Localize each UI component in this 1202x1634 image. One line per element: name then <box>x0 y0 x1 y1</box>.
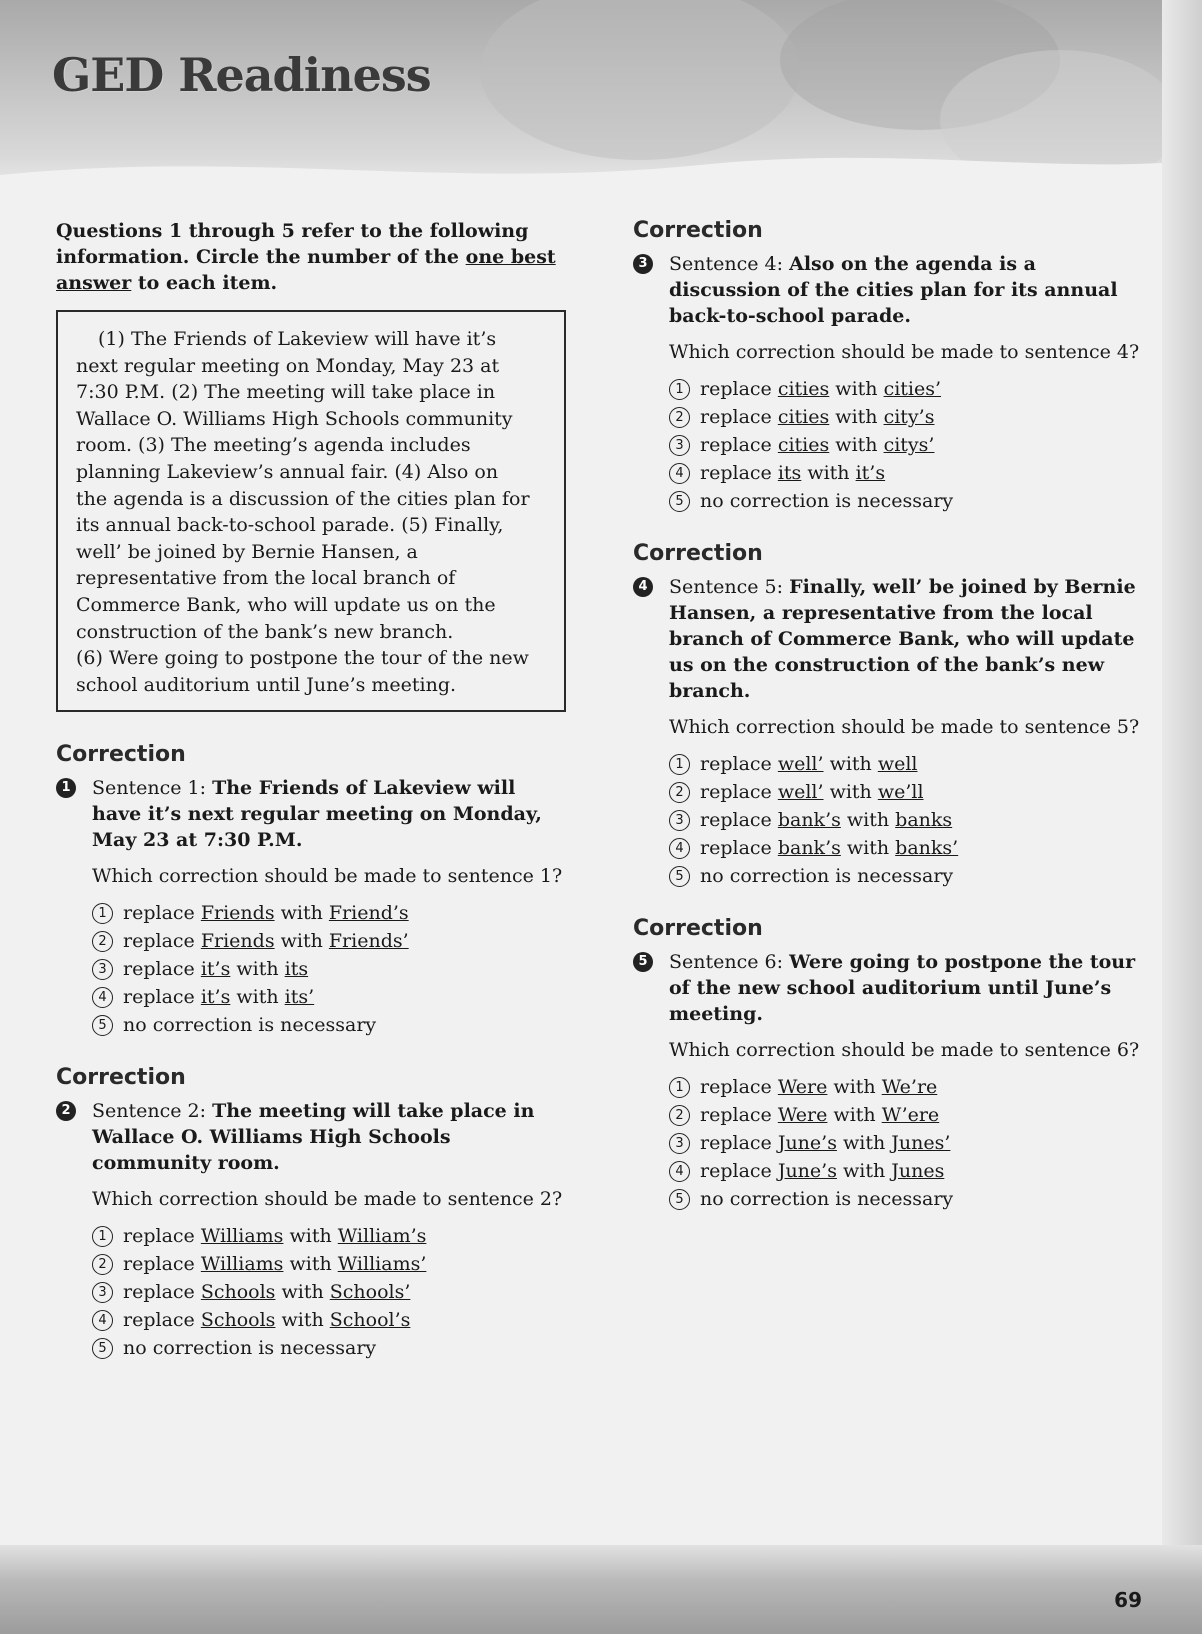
option-number[interactable]: 5 <box>669 866 690 887</box>
correction-heading: Correction <box>633 541 763 566</box>
option-original-word: Friends <box>200 902 275 925</box>
option-text: replace <box>700 434 778 456</box>
question-prompt: Which correction should be made to sentence 2? <box>92 1188 563 1211</box>
option-original-word: well’ <box>777 781 824 803</box>
sentence-text: The Friends of Lakeview will have it’s next regular meeting on Monday, May 23 at 7:30 P.M. <box>92 777 542 852</box>
question-2 <box>56 1098 566 1362</box>
answer-option[interactable] <box>669 431 1153 459</box>
header-banner <box>0 0 1202 195</box>
instructions-text: Questions 1 through 5 refer to the following information. Circle the number of the <box>56 220 529 268</box>
question-prompt: Which correction should be made to sentence 5? <box>669 716 1140 738</box>
question-prompt: Which correction should be made to sentence 1? <box>92 865 563 888</box>
question-number-badge: 2 <box>56 1101 76 1121</box>
option-original-word: cities <box>777 378 830 400</box>
answer-options <box>669 750 1153 890</box>
passage-line: its annual back-to-school parade. (5) Finally, <box>76 514 504 537</box>
option-number[interactable]: 5 <box>669 491 690 512</box>
answer-option[interactable] <box>669 375 1153 403</box>
passage-line: school auditorium until June’s meeting. <box>76 673 457 696</box>
question-sentence <box>92 775 566 853</box>
option-number[interactable]: 1 <box>92 1226 113 1247</box>
option-text: with <box>827 1076 882 1098</box>
option-replacement-word: Friend’s <box>328 902 409 925</box>
passage-line: Wallace O. Williams High Schools community <box>76 407 513 430</box>
option-number[interactable]: 4 <box>92 987 113 1008</box>
answer-option[interactable] <box>92 955 566 983</box>
option-text: no correction is necessary <box>123 1014 377 1037</box>
question-sentence <box>669 949 1153 1027</box>
option-number[interactable]: 5 <box>669 1189 690 1210</box>
option-replacement-word: Schools’ <box>329 1281 411 1304</box>
option-text: replace <box>700 837 778 859</box>
option-text: with <box>836 1160 892 1182</box>
option-original-word: Schools <box>200 1309 276 1332</box>
footer-banner <box>0 1545 1202 1634</box>
option-original-word: bank’s <box>777 809 841 831</box>
option-original-word: Williams <box>200 1253 284 1276</box>
option-original-word: its <box>777 462 802 484</box>
option-number[interactable]: 5 <box>92 1338 113 1359</box>
option-text: replace <box>123 986 201 1009</box>
option-number[interactable]: 5 <box>92 1015 113 1036</box>
option-number[interactable]: 2 <box>92 1254 113 1275</box>
option-replacement-word: we’ll <box>877 781 924 803</box>
option-original-word: it’s <box>200 958 231 981</box>
answer-option[interactable] <box>92 983 566 1011</box>
option-text: no correction is necessary <box>700 1188 954 1210</box>
option-number[interactable]: 3 <box>92 1282 113 1303</box>
question-sentence <box>669 574 1153 704</box>
correction-heading: Correction <box>56 742 186 768</box>
option-original-word: June’s <box>777 1132 837 1154</box>
passage-line: planning Lakeview’s annual fair. (4) Also on <box>76 460 499 483</box>
option-replacement-word: it’s <box>855 462 886 484</box>
answer-options <box>92 1222 566 1362</box>
passage-line: the agenda is a discussion of the cities plan for <box>76 487 530 510</box>
option-text: with <box>801 462 856 484</box>
option-text: replace <box>123 1253 201 1276</box>
option-original-word: Williams <box>200 1225 284 1248</box>
option-number[interactable]: 2 <box>92 931 113 952</box>
option-text: with <box>836 1132 892 1154</box>
option-replacement-word: well <box>877 753 918 775</box>
option-number[interactable]: 4 <box>669 1161 690 1182</box>
correction-heading: Correction <box>633 916 763 941</box>
option-text: no correction is necessary <box>700 865 954 887</box>
question-5 <box>633 949 1153 1213</box>
option-number[interactable]: 2 <box>669 1105 690 1126</box>
sentence-text: Were going to postpone the tour of the new school auditorium until June’s meeting. <box>669 951 1136 1025</box>
answer-option[interactable] <box>669 1101 1153 1129</box>
answer-option[interactable] <box>92 1011 566 1039</box>
option-text: replace <box>700 1076 778 1098</box>
left-column <box>56 218 566 1388</box>
option-number[interactable]: 1 <box>669 754 690 775</box>
right-column <box>633 218 1153 1239</box>
option-replacement-word: cities’ <box>883 378 942 400</box>
option-replacement-word: banks’ <box>895 837 959 859</box>
passage-line: construction of the bank’s new branch. <box>76 620 454 643</box>
answer-option[interactable] <box>92 1278 566 1306</box>
option-replacement-word: W’ere <box>881 1104 940 1126</box>
option-text: with <box>823 781 878 803</box>
answer-option[interactable] <box>669 1185 1153 1213</box>
option-number[interactable]: 2 <box>669 407 690 428</box>
option-text: replace <box>700 462 778 484</box>
answer-option[interactable] <box>92 1306 566 1334</box>
answer-option[interactable] <box>669 834 1153 862</box>
question-number-badge: 3 <box>633 254 653 274</box>
option-replacement-word: Friends’ <box>328 930 409 953</box>
answer-option[interactable] <box>92 1334 566 1362</box>
option-text: replace <box>700 1160 778 1182</box>
option-replacement-word: We’re <box>881 1076 938 1098</box>
sentence-label: Sentence 2: <box>92 1100 213 1123</box>
passage-line: (6) Were going to postpone the tour of the new <box>76 647 529 670</box>
page-number: 69 <box>1114 1588 1142 1612</box>
answer-options <box>669 1073 1153 1213</box>
option-text: with <box>274 930 329 953</box>
question-1 <box>56 775 566 1039</box>
option-replacement-word: School’s <box>329 1309 411 1332</box>
option-number[interactable]: 3 <box>669 810 690 831</box>
answer-option[interactable] <box>669 778 1153 806</box>
option-text: with <box>275 1309 330 1332</box>
passage-line: well’ be joined by Bernie Hansen, a <box>76 540 418 563</box>
option-text: with <box>840 809 896 831</box>
sentence-text: Finally, well’ be joined by Bernie Hansen, a representative from the local branch of Commerce Bank, who will update us on the construction of the bank’s new branch. <box>669 576 1136 702</box>
passage-line: room. (3) The meeting’s agenda includes <box>76 434 471 457</box>
option-replacement-word: its <box>284 958 309 981</box>
answer-option[interactable] <box>669 750 1153 778</box>
option-number[interactable]: 1 <box>669 1077 690 1098</box>
option-text: replace <box>700 753 778 775</box>
option-text: replace <box>700 1104 778 1126</box>
answer-option[interactable] <box>92 1250 566 1278</box>
question-number-badge: 4 <box>633 577 653 597</box>
option-original-word: Friends <box>200 930 275 953</box>
option-number[interactable]: 4 <box>92 1310 113 1331</box>
option-number[interactable]: 1 <box>92 903 113 924</box>
passage-line: representative from the local branch of <box>76 567 456 590</box>
instructions-text-end: to each item. <box>131 272 278 294</box>
option-text: replace <box>123 1281 201 1304</box>
option-text: replace <box>700 378 778 400</box>
option-original-word: Were <box>777 1076 828 1098</box>
question-4 <box>633 574 1153 890</box>
option-replacement-word: citys’ <box>883 434 935 456</box>
option-text: with <box>829 378 884 400</box>
option-number[interactable]: 4 <box>669 463 690 484</box>
option-replacement-word: Williams’ <box>337 1253 427 1276</box>
answer-option[interactable] <box>92 1222 566 1250</box>
question-sentence <box>92 1098 566 1176</box>
answer-option[interactable] <box>669 806 1153 834</box>
answer-option[interactable] <box>669 403 1153 431</box>
passage-line: 7:30 P.M. (2) The meeting will take place in <box>76 381 496 404</box>
option-text: with <box>827 1104 882 1126</box>
answer-option[interactable] <box>669 862 1153 890</box>
option-text: replace <box>123 930 201 953</box>
page-title: GED Readiness <box>52 48 431 102</box>
option-text: replace <box>123 1225 201 1248</box>
option-original-word: bank’s <box>777 837 841 859</box>
sentence-label: Sentence 4: <box>669 253 790 275</box>
option-replacement-word: its’ <box>284 986 315 1009</box>
option-replacement-word: city’s <box>883 406 935 428</box>
option-text: replace <box>123 1309 201 1332</box>
option-original-word: well’ <box>777 753 824 775</box>
option-text: with <box>829 406 884 428</box>
option-number[interactable]: 3 <box>669 435 690 456</box>
option-number[interactable]: 3 <box>92 959 113 980</box>
question-number-badge: 1 <box>56 778 76 798</box>
option-replacement-word: banks <box>895 809 953 831</box>
answer-option[interactable] <box>669 459 1153 487</box>
instructions <box>56 218 566 296</box>
option-replacement-word: William’s <box>337 1225 427 1248</box>
page-edge-shadow <box>1162 0 1202 1634</box>
option-replacement-word: Junes’ <box>891 1132 951 1154</box>
option-text: with <box>283 1225 338 1248</box>
sentence-text: The meeting will take place in Wallace O. Williams High Schools community room. <box>92 1100 535 1175</box>
answer-option[interactable] <box>92 927 566 955</box>
option-text: replace <box>700 809 778 831</box>
option-text: with <box>274 902 329 925</box>
option-text: with <box>840 837 896 859</box>
answer-option[interactable] <box>669 1073 1153 1101</box>
option-text: replace <box>700 1132 778 1154</box>
option-original-word: cities <box>777 406 830 428</box>
question-3 <box>633 251 1153 515</box>
option-text: no correction is necessary <box>700 490 954 512</box>
option-number[interactable]: 3 <box>669 1133 690 1154</box>
sentence-text: Also on the agenda is a discussion of the cities plan for its annual back-to-school parade. <box>669 253 1118 327</box>
question-prompt: Which correction should be made to sentence 4? <box>669 341 1140 363</box>
option-replacement-word: Junes <box>891 1160 945 1182</box>
passage-line: next regular meeting on Monday, May 23 at <box>76 354 500 377</box>
passage-box <box>56 310 566 712</box>
option-original-word: Schools <box>200 1281 276 1304</box>
option-text: replace <box>700 781 778 803</box>
passage-line: (1) The Friends of Lakeview will have it’s <box>98 328 497 350</box>
sentence-label: Sentence 1: <box>92 777 213 800</box>
option-original-word: it’s <box>200 986 231 1009</box>
question-prompt: Which correction should be made to sentence 6? <box>669 1039 1140 1061</box>
answer-option[interactable] <box>669 487 1153 515</box>
option-number[interactable]: 2 <box>669 782 690 803</box>
answer-option[interactable] <box>92 899 566 927</box>
answer-option[interactable] <box>669 1129 1153 1157</box>
option-original-word: Were <box>777 1104 828 1126</box>
answer-options <box>92 899 566 1039</box>
answer-option[interactable] <box>669 1157 1153 1185</box>
question-number-badge: 5 <box>633 952 653 972</box>
option-text: with <box>823 753 878 775</box>
sentence-label: Sentence 5: <box>669 576 790 598</box>
option-text: replace <box>700 406 778 428</box>
option-text: with <box>283 1253 338 1276</box>
option-text: with <box>230 958 285 981</box>
option-text: with <box>230 986 285 1009</box>
option-text: no correction is necessary <box>123 1337 377 1360</box>
option-text: with <box>275 1281 330 1304</box>
answer-options <box>669 375 1153 515</box>
question-sentence <box>669 251 1153 329</box>
sentence-label: Sentence 6: <box>669 951 790 973</box>
correction-heading: Correction <box>56 1065 186 1091</box>
option-number[interactable]: 1 <box>669 379 690 400</box>
option-text: with <box>829 434 884 456</box>
option-number[interactable]: 4 <box>669 838 690 859</box>
option-text: replace <box>123 902 201 925</box>
option-original-word: June’s <box>777 1160 837 1182</box>
option-original-word: cities <box>777 434 830 456</box>
option-text: replace <box>123 958 201 981</box>
instructions-emphasis: one best answer <box>56 246 556 294</box>
passage-line: Commerce Bank, who will update us on the <box>76 593 496 616</box>
correction-heading: Correction <box>633 218 763 243</box>
